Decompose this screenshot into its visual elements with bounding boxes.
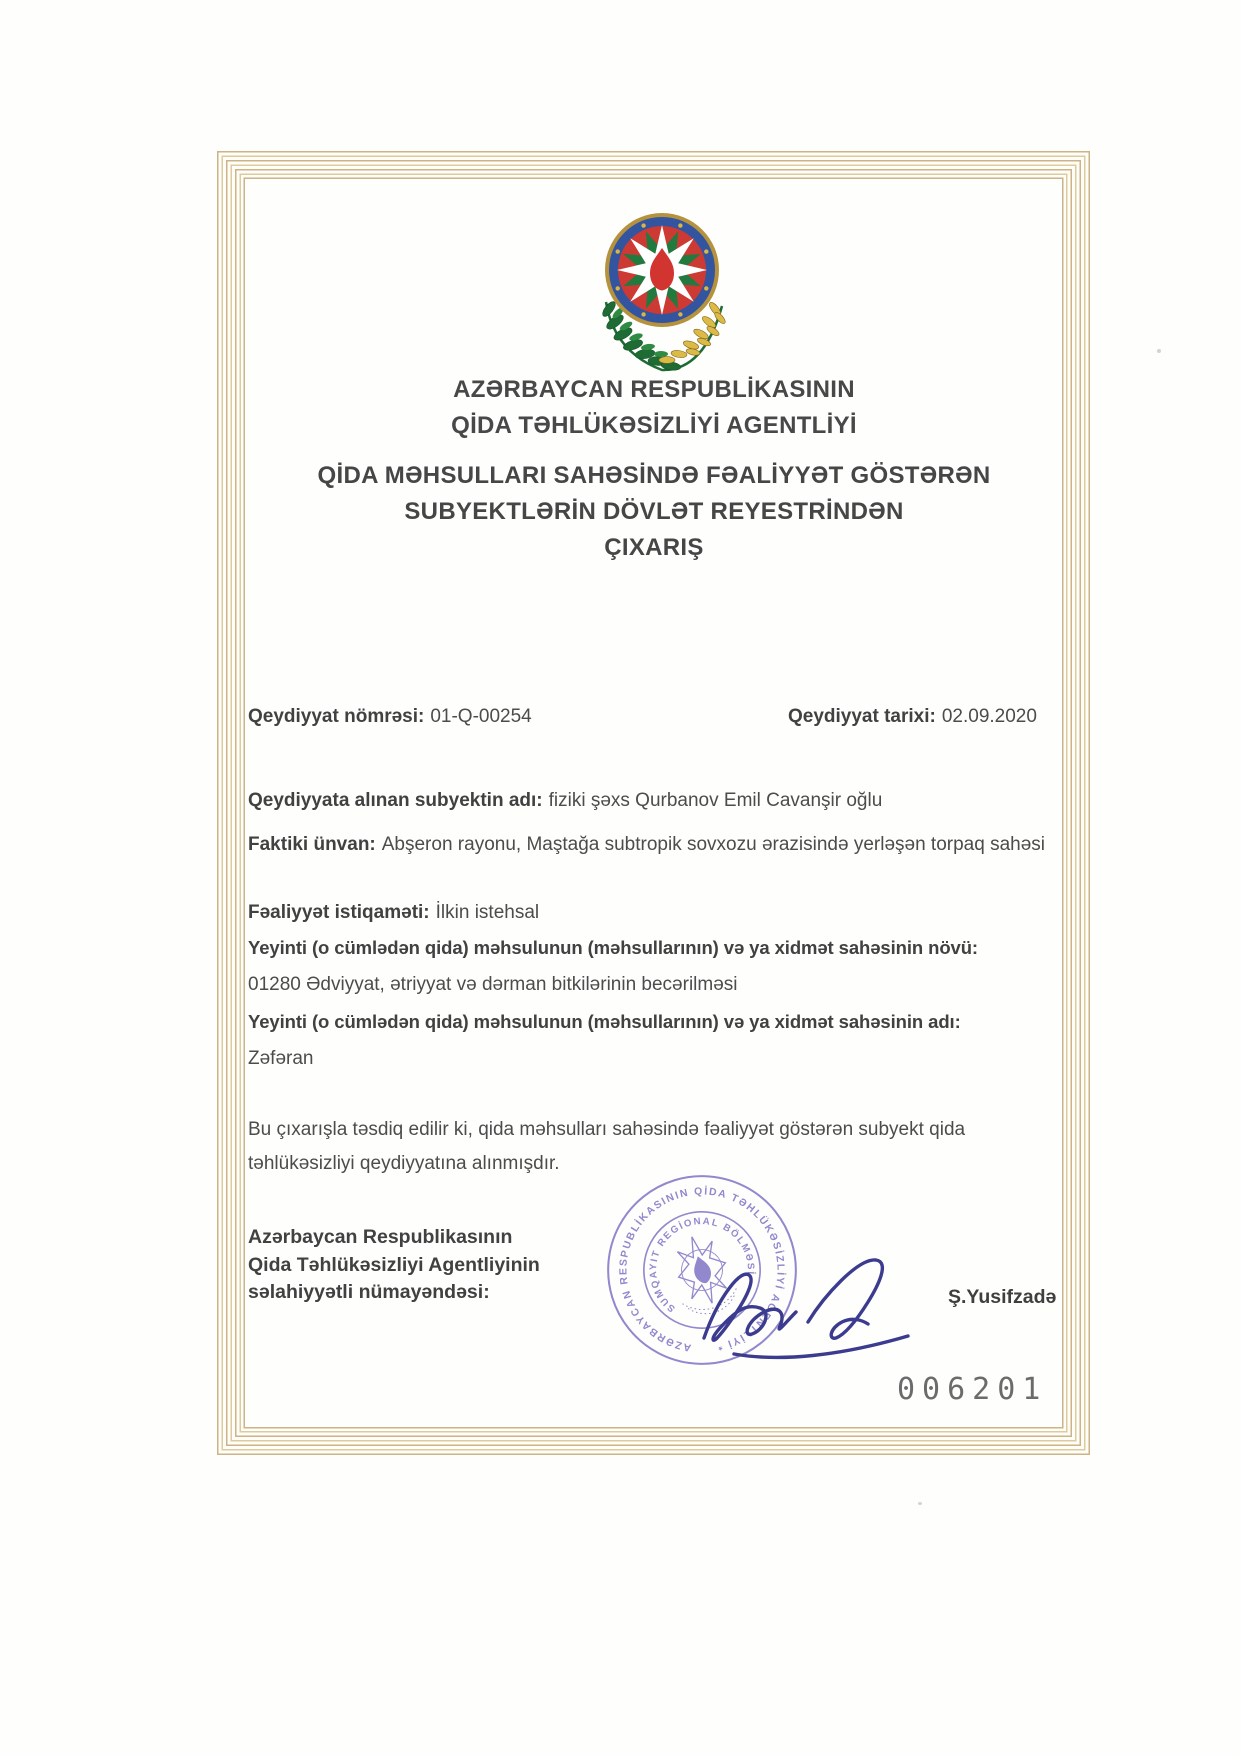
- stamp-inner-text: SUMQAYIT REGİONAL BÖLMƏSİ: [648, 1216, 756, 1314]
- subject-name-label: Qeydiyyata alınan subyektin adı:: [248, 790, 543, 811]
- agency-name: [218, 372, 1090, 444]
- address-label: Faktiki ünvan:: [248, 834, 376, 855]
- activity-field: [248, 898, 1063, 927]
- address-field: [248, 830, 1063, 859]
- subject-name-value: fiziki şəxs Qurbanov Emil Cavanşir oğlu: [548, 790, 883, 811]
- product-name-label: Yeyinti (o cümlədən qida) məhsulunun (məhsullarının) və ya xidmət sahəsinin adı:: [248, 1011, 961, 1032]
- activity-value: İlkin istehsal: [435, 902, 540, 923]
- registration-date-label: Qeydiyyat tarixi:: [788, 706, 936, 727]
- agency-name-line1: AZƏRBAYCAN RESPUBLİKASININ: [453, 376, 855, 403]
- address-value: Abşeron rayonu, Maştağa subtropik sovxozu ərazisində yerləşən torpaq sahəsi: [381, 834, 1046, 855]
- subject-name-field: [248, 786, 1063, 815]
- signatory-line1: Azərbaycan Respublikasının: [248, 1226, 513, 1248]
- product-name-value: Zəfəran: [248, 1048, 314, 1069]
- registration-date: [788, 704, 1037, 730]
- signatory-line2: Qida Təhlükəsizliyi Agentliyinin: [248, 1253, 540, 1276]
- activity-label: Fəaliyyət istiqaməti:: [248, 902, 430, 923]
- document-title-line1: QİDA MƏHSULLARI SAHƏSİNDƏ FƏALİYYƏT GÖSTƏRƏN: [317, 462, 991, 489]
- registration-number: [248, 704, 532, 730]
- agency-name-line2: QİDA TƏHLÜKƏSİZLİYİ AGENTLİYİ: [451, 412, 857, 439]
- document-title: [218, 458, 1090, 566]
- handwritten-signature: [690, 1238, 970, 1368]
- product-type-label: Yeyinti (o cümlədən qida) məhsulunun (məhsullarının) və ya xidmət sahəsinin növü:: [248, 937, 978, 958]
- azerbaijan-emblem-icon: [592, 210, 732, 378]
- product-type-value: 01280 Ədviyyat, ətriyyat və dərman bitkilərinin becərilməsi: [248, 974, 738, 995]
- signer-name: Ş.Yusifzadə: [948, 1286, 1057, 1308]
- signatory-line3: səlahiyyətli nümayəndəsi:: [248, 1281, 490, 1303]
- confirmation-text: Bu çıxarışla təsdiq edilir ki, qida məhsulları sahəsində fəaliyyət göstərən subyekt qida təhlükəsizliyi qeydiyyatına alınmışdır.: [248, 1119, 966, 1174]
- signatory-block: [248, 1224, 540, 1307]
- serial-number: 006201: [897, 1372, 1048, 1407]
- stamp-ring-text: AZƏRBAYCAN RESPUBLİKASININ QİDA TƏHLÜKƏSİZLİYİ AGENTLİYİ *: [618, 1186, 786, 1353]
- scan-speck: [918, 1502, 922, 1505]
- registration-date-value: 02.09.2020: [941, 706, 1037, 727]
- registration-number-label: Qeydiyyat nömrəsi:: [248, 706, 425, 727]
- document-title-line3: ÇIXARIŞ: [604, 534, 704, 561]
- registration-number-value: 01-Q-00254: [430, 706, 532, 727]
- document-title-line2: SUBYEKTLƏRİN DÖVLƏT REYESTRİNDƏN: [404, 498, 904, 525]
- scan-speck: [1157, 349, 1161, 353]
